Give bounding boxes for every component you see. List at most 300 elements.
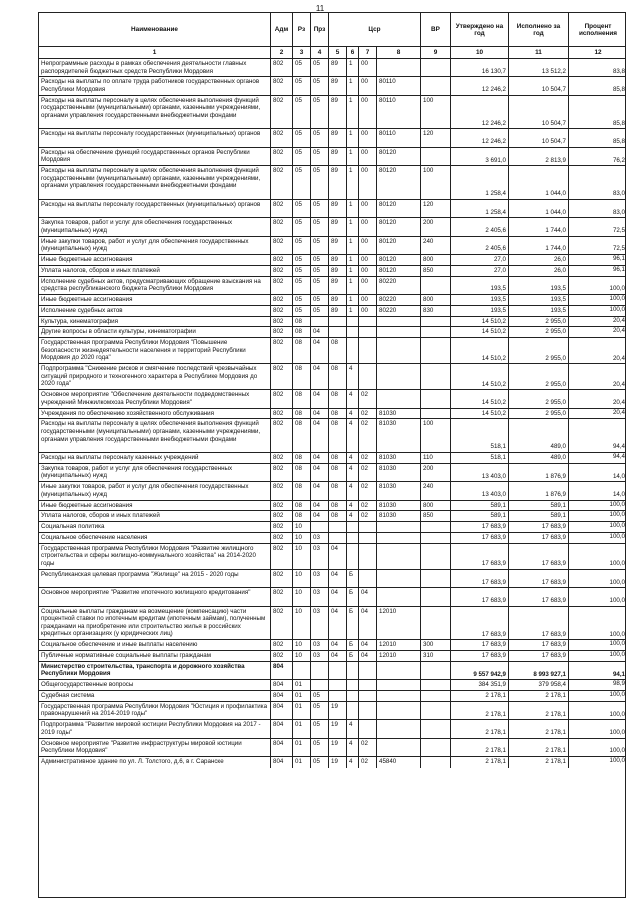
- cell-approved: 384 351,9: [451, 680, 509, 690]
- cell-c8: 80120: [377, 266, 421, 276]
- column-number: 10: [451, 47, 509, 59]
- cell-adm: 802: [271, 277, 293, 294]
- cell-c7: 02: [359, 482, 377, 499]
- cell-c8: 12010: [377, 640, 421, 650]
- table-row: [39, 544, 625, 570]
- cell-c6: 1: [347, 255, 359, 265]
- cell-prz: 04: [311, 464, 329, 481]
- cell-prz: 05: [311, 200, 329, 217]
- cell-c8: 80110: [377, 129, 421, 146]
- cell-adm: 802: [271, 77, 293, 94]
- cell-c8: 81030: [377, 453, 421, 463]
- cell-prz: 03: [311, 607, 329, 640]
- cell-adm: 804: [271, 680, 293, 690]
- cell-name: Расходы на выплаты персоналу в целях обеспечения выполнения функций государственными (муниципальными) органами, казенными учреждениями, органами управления государственными внебюджетными фондами: [39, 96, 271, 129]
- column-number: 6: [347, 47, 359, 59]
- cell-prz: 05: [311, 96, 329, 129]
- table-row: [39, 522, 625, 533]
- cell-vr: 300: [421, 640, 451, 650]
- cell-rz: 05: [293, 266, 311, 276]
- cell-approved: 518,1: [451, 453, 509, 463]
- cell-name: Социальные выплаты гражданам на возмещение (компенсацию) части процентной ставки по ипотечным кредитам (ипотечным займам), полученным гражданами на приобретение или строительство жилья в российских кредитных организациях (у юридических лиц): [39, 607, 271, 640]
- cell-prz: 04: [311, 511, 329, 521]
- cell-c7: 00: [359, 218, 377, 235]
- cell-executed: 17 683,9: [509, 544, 569, 569]
- cell-vr: [421, 522, 451, 532]
- cell-c6: 1: [347, 200, 359, 217]
- cell-c5: 89: [329, 237, 347, 254]
- table-row: [39, 338, 625, 364]
- cell-prz: 05: [311, 166, 329, 199]
- table-row: [39, 409, 625, 420]
- column-number: 4: [311, 47, 329, 59]
- cell-executed: 10 504,7: [509, 96, 569, 129]
- cell-executed: 2 178,1: [509, 702, 569, 719]
- cell-prz: 05: [311, 266, 329, 276]
- cell-approved: 2 405,6: [451, 218, 509, 235]
- cell-pct: 20,4: [612, 327, 625, 335]
- cell-c8: [377, 680, 421, 690]
- column-number: 7: [359, 47, 377, 59]
- cell-executed: 1 044,0: [509, 200, 569, 217]
- cell-pct: 100,0: [609, 511, 625, 519]
- cell-rz: 01: [293, 680, 311, 690]
- cell-approved: 16 130,7: [451, 59, 509, 76]
- cell-c6: Б: [347, 607, 359, 640]
- cell-prz: [311, 317, 329, 327]
- cell-approved: 193,5: [451, 306, 509, 316]
- cell-c8: [377, 588, 421, 605]
- cell-approved: 17 683,9: [451, 570, 509, 587]
- table-row: [39, 511, 625, 522]
- cell-vr: 120: [421, 200, 451, 217]
- cell-c5: 08: [329, 511, 347, 521]
- table-row: [39, 662, 625, 680]
- cell-prz: 05: [311, 218, 329, 235]
- table-row: [39, 570, 625, 588]
- cell-c5: 89: [329, 277, 347, 294]
- cell-executed: 2 955,0: [509, 327, 569, 337]
- table-row: [39, 651, 625, 662]
- cell-c5: 08: [329, 338, 347, 363]
- cell-approved: 17 683,9: [451, 607, 509, 640]
- table-row: [39, 588, 625, 606]
- cell-c6: 4: [347, 464, 359, 481]
- cell-executed: 26,0: [509, 266, 569, 276]
- cell-c6: 1: [347, 218, 359, 235]
- cell-prz: 05: [311, 720, 329, 737]
- cell-c5: 19: [329, 702, 347, 719]
- cell-approved: 27,0: [451, 266, 509, 276]
- cell-pct: 20,4: [612, 316, 625, 324]
- cell-approved: 2 178,1: [451, 720, 509, 737]
- cell-executed: 2 955,0: [509, 390, 569, 407]
- cell-c7: [359, 544, 377, 569]
- cell-adm: 802: [271, 166, 293, 199]
- cell-rz: 10: [293, 544, 311, 569]
- cell-vr: 850: [421, 511, 451, 521]
- cell-c6: 1: [347, 96, 359, 129]
- cell-executed: 2 178,1: [509, 739, 569, 756]
- cell-vr: [421, 680, 451, 690]
- cell-executed: 10 504,7: [509, 129, 569, 146]
- cell-c5: 89: [329, 96, 347, 129]
- cell-vr: [421, 570, 451, 587]
- cell-vr: [421, 691, 451, 701]
- cell-rz: 10: [293, 533, 311, 543]
- cell-pct: 20,4: [612, 380, 625, 388]
- cell-executed: 2 813,9: [509, 148, 569, 165]
- table-row: [39, 306, 625, 317]
- table-row: [39, 317, 625, 328]
- cell-pct: 100,0: [609, 640, 625, 648]
- cell-c8: 80120: [377, 200, 421, 217]
- cell-c8: [377, 691, 421, 701]
- cell-prz: 04: [311, 419, 329, 452]
- cell-pct: 100,0: [609, 630, 625, 638]
- cell-adm: 804: [271, 691, 293, 701]
- cell-c7: 02: [359, 419, 377, 452]
- cell-c8: [377, 739, 421, 756]
- cell-approved: 14 510,2: [451, 390, 509, 407]
- table-row: [39, 739, 625, 757]
- cell-c6: Б: [347, 570, 359, 587]
- cell-c6: 4: [347, 482, 359, 499]
- cell-pct: 100,0: [609, 651, 625, 658]
- cell-adm: 802: [271, 390, 293, 407]
- table-row: [39, 419, 625, 453]
- cell-pct: 14,0: [612, 490, 625, 498]
- cell-c7: [359, 364, 377, 389]
- cell-rz: 05: [293, 59, 311, 76]
- cell-c8: [377, 338, 421, 363]
- table-row: [39, 501, 625, 512]
- cell-c5: [329, 533, 347, 543]
- cell-prz: 05: [311, 295, 329, 305]
- cell-c5: [329, 522, 347, 532]
- cell-name: Расходы на выплаты по оплате труда работников государственных органов Республики Мордовия: [39, 77, 271, 94]
- cell-name: Учреждения по обеспечению хозяйственного обслуживания: [39, 409, 271, 419]
- cell-adm: 802: [271, 533, 293, 543]
- cell-c8: 81030: [377, 464, 421, 481]
- column-number: 3: [293, 47, 311, 59]
- cell-c6: 4: [347, 390, 359, 407]
- table-row: [39, 533, 625, 544]
- cell-c6: [347, 680, 359, 690]
- column-number: 5: [329, 47, 347, 59]
- cell-name: Социальная политика: [39, 522, 271, 532]
- cell-prz: 03: [311, 588, 329, 605]
- cell-executed: 17 683,9: [509, 533, 569, 543]
- cell-pct: 14,0: [612, 472, 625, 480]
- cell-c6: 1: [347, 266, 359, 276]
- cell-vr: 110: [421, 453, 451, 463]
- cell-pct: 100,0: [609, 500, 625, 508]
- cell-name: Иные бюджетные ассигнования: [39, 295, 271, 305]
- cell-c7: 00: [359, 277, 377, 294]
- table-row: [39, 640, 625, 651]
- cell-prz: 05: [311, 148, 329, 165]
- cell-prz: 05: [311, 691, 329, 701]
- cell-c5: 08: [329, 419, 347, 452]
- cell-c6: [347, 662, 359, 679]
- cell-pct: 100,0: [609, 747, 625, 755]
- cell-executed: 2 178,1: [509, 720, 569, 737]
- cell-executed: 193,5: [509, 295, 569, 305]
- cell-rz: 10: [293, 607, 311, 640]
- cell-rz: 05: [293, 237, 311, 254]
- cell-adm: 802: [271, 59, 293, 76]
- cell-vr: 240: [421, 482, 451, 499]
- cell-c7: [359, 720, 377, 737]
- cell-c5: [329, 317, 347, 327]
- cell-executed: 2 955,0: [509, 317, 569, 327]
- cell-c8: [377, 390, 421, 407]
- cell-c7: [359, 662, 377, 679]
- cell-name: Административное здание по ул. Л. Толстого, д.6, в г. Саранске: [39, 757, 271, 768]
- cell-executed: 17 683,9: [509, 651, 569, 661]
- cell-prz: 03: [311, 570, 329, 587]
- cell-name: Расходы на выплаты персоналу казенных учреждений: [39, 453, 271, 463]
- header-name: Наименование: [39, 13, 271, 47]
- cell-approved: 17 683,9: [451, 588, 509, 605]
- table-row: [39, 129, 625, 147]
- cell-c6: Б: [347, 640, 359, 650]
- cell-executed: 17 683,9: [509, 522, 569, 532]
- cell-vr: [421, 390, 451, 407]
- cell-adm: 802: [271, 129, 293, 146]
- table-row: [39, 607, 625, 641]
- cell-c5: 89: [329, 77, 347, 94]
- cell-pct: 100,0: [609, 728, 625, 736]
- cell-prz: 05: [311, 739, 329, 756]
- cell-c5: 89: [329, 295, 347, 305]
- cell-pct: 83,8: [612, 67, 625, 75]
- cell-c6: Б: [347, 651, 359, 661]
- cell-pct: 83,0: [612, 208, 625, 216]
- cell-prz: 05: [311, 757, 329, 768]
- cell-vr: [421, 59, 451, 76]
- cell-adm: 802: [271, 237, 293, 254]
- cell-pct: 100,0: [609, 533, 625, 540]
- cell-name: Основное мероприятие "Развитие инфраструктуры мировой юстиции Республики Мордовия": [39, 739, 271, 756]
- cell-c8: [377, 544, 421, 569]
- cell-pct: 100,0: [609, 691, 625, 698]
- cell-vr: [421, 327, 451, 337]
- cell-name: Иные закупки товаров, работ и услуг для обеспечения государственных (муниципальных) нужд: [39, 237, 271, 254]
- cell-pct: 83,0: [612, 190, 625, 198]
- table-row: [39, 148, 625, 166]
- table-body: [39, 59, 625, 897]
- cell-adm: 802: [271, 464, 293, 481]
- cell-executed: 489,0: [509, 419, 569, 452]
- cell-rz: 08: [293, 317, 311, 327]
- cell-adm: 802: [271, 511, 293, 521]
- cell-adm: 802: [271, 218, 293, 235]
- cell-c8: 80220: [377, 277, 421, 294]
- cell-c7: [359, 702, 377, 719]
- cell-c6: 1: [347, 295, 359, 305]
- cell-approved: 1 258,4: [451, 166, 509, 199]
- cell-pct: 20,4: [612, 398, 625, 406]
- cell-c5: 08: [329, 501, 347, 511]
- cell-approved: 589,1: [451, 511, 509, 521]
- cell-name: Основное мероприятие "Развитие ипотечного жилищного кредитования": [39, 588, 271, 605]
- table-row: [39, 266, 625, 277]
- cell-name: Судебная система: [39, 691, 271, 701]
- cell-approved: 17 683,9: [451, 544, 509, 569]
- cell-executed: 589,1: [509, 511, 569, 521]
- cell-c7: 04: [359, 640, 377, 650]
- cell-c8: [377, 570, 421, 587]
- cell-pct: 20,4: [612, 354, 625, 362]
- column-number: 11: [509, 47, 569, 59]
- table-row: [39, 702, 625, 720]
- cell-c6: [347, 338, 359, 363]
- cell-prz: 03: [311, 651, 329, 661]
- cell-vr: 100: [421, 96, 451, 129]
- cell-rz: 05: [293, 200, 311, 217]
- cell-c8: 12010: [377, 607, 421, 640]
- cell-approved: 14 510,2: [451, 338, 509, 363]
- cell-vr: [421, 77, 451, 94]
- table-row: [39, 453, 625, 464]
- cell-name: Расходы на выплаты персоналу в целях обеспечения выполнения функций государственными (муниципальными) органами, казенными учреждениями, органами управления государственными внебюджетными фондами: [39, 166, 271, 199]
- cell-rz: 05: [293, 218, 311, 235]
- cell-c6: 4: [347, 739, 359, 756]
- cell-name: Иные бюджетные ассигнования: [39, 255, 271, 265]
- cell-approved: 12 246,2: [451, 129, 509, 146]
- cell-rz: 10: [293, 651, 311, 661]
- cell-executed: 1 044,0: [509, 166, 569, 199]
- cell-c7: 00: [359, 77, 377, 94]
- cell-pct: 94,1: [612, 670, 625, 678]
- cell-c6: 1: [347, 306, 359, 316]
- table-row: [39, 218, 625, 236]
- table-row: [39, 757, 625, 768]
- cell-approved: 518,1: [451, 419, 509, 452]
- cell-c6: 4: [347, 511, 359, 521]
- cell-adm: 802: [271, 255, 293, 265]
- cell-approved: 17 683,9: [451, 522, 509, 532]
- cell-prz: 05: [311, 255, 329, 265]
- cell-prz: 05: [311, 306, 329, 316]
- cell-adm: 804: [271, 739, 293, 756]
- cell-pct: 100,0: [609, 305, 625, 313]
- cell-c5: 89: [329, 200, 347, 217]
- cell-c6: 1: [347, 166, 359, 199]
- cell-name: Подпрограмма "Развитие мировой юстиции Республики Мордовия на 2017 - 2019 годы": [39, 720, 271, 737]
- cell-rz: 08: [293, 327, 311, 337]
- cell-name: Государственная программа Республики Мордовия "Развитие жилищного строительства и сферы жилищно-коммунального хозяйства" на 2014-2020 годы: [39, 544, 271, 569]
- cell-name: Расходы на выплаты персоналу государственных (муниципальных) органов: [39, 129, 271, 146]
- cell-prz: 05: [311, 77, 329, 94]
- cell-adm: 802: [271, 338, 293, 363]
- cell-name: Республиканская целевая программа "Жилище" на 2015 - 2020 годы: [39, 570, 271, 587]
- cell-c5: 89: [329, 148, 347, 165]
- cell-pct: 94,4: [612, 453, 625, 460]
- cell-prz: 03: [311, 544, 329, 569]
- cell-c5: 08: [329, 409, 347, 419]
- cell-name: Уплата налогов, сборов и иных платежей: [39, 511, 271, 521]
- cell-executed: 193,5: [509, 306, 569, 316]
- cell-rz: 08: [293, 453, 311, 463]
- cell-vr: [421, 338, 451, 363]
- cell-c5: 19: [329, 739, 347, 756]
- cell-vr: [421, 148, 451, 165]
- cell-c7: [359, 691, 377, 701]
- cell-executed: 379 958,4: [509, 680, 569, 690]
- table-row: [39, 200, 625, 218]
- cell-vr: [421, 533, 451, 543]
- cell-c5: [329, 680, 347, 690]
- cell-pct: 100,0: [609, 578, 625, 586]
- cell-approved: 14 510,2: [451, 364, 509, 389]
- cell-name: Общегосударственные вопросы: [39, 680, 271, 690]
- cell-adm: 802: [271, 419, 293, 452]
- cell-c5: 19: [329, 757, 347, 768]
- cell-c7: 00: [359, 148, 377, 165]
- cell-c7: 02: [359, 501, 377, 511]
- table-row: [39, 390, 625, 408]
- cell-c7: [359, 522, 377, 532]
- cell-adm: 802: [271, 544, 293, 569]
- cell-rz: 10: [293, 588, 311, 605]
- cell-rz: 01: [293, 739, 311, 756]
- table-row: [39, 327, 625, 338]
- cell-rz: 08: [293, 464, 311, 481]
- cell-prz: 05: [311, 59, 329, 76]
- cell-prz: 03: [311, 640, 329, 650]
- cell-c7: [359, 317, 377, 327]
- cell-c8: 80120: [377, 255, 421, 265]
- table-row: [39, 166, 625, 200]
- header-adm: Адм: [271, 13, 293, 47]
- cell-c6: 1: [347, 148, 359, 165]
- cell-vr: 830: [421, 306, 451, 316]
- cell-c8: 80120: [377, 166, 421, 199]
- cell-rz: 08: [293, 390, 311, 407]
- cell-c5: 04: [329, 640, 347, 650]
- cell-c6: [347, 691, 359, 701]
- cell-rz: 01: [293, 702, 311, 719]
- cell-c6: 1: [347, 77, 359, 94]
- cell-executed: 1 876,9: [509, 482, 569, 499]
- cell-c6: [347, 522, 359, 532]
- cell-c8: [377, 327, 421, 337]
- column-number: 2: [271, 47, 293, 59]
- table-row: [39, 295, 625, 306]
- cell-adm: 802: [271, 295, 293, 305]
- cell-pct: 85,8: [612, 138, 625, 146]
- cell-c8: [377, 720, 421, 737]
- cell-approved: 2 178,1: [451, 691, 509, 701]
- cell-prz: 04: [311, 409, 329, 419]
- cell-c8: 81030: [377, 482, 421, 499]
- column-number: 8: [377, 47, 421, 59]
- cell-vr: [421, 702, 451, 719]
- table-row: [39, 77, 625, 95]
- cell-rz: 08: [293, 511, 311, 521]
- cell-c8: 81030: [377, 409, 421, 419]
- cell-c6: 4: [347, 720, 359, 737]
- cell-vr: 240: [421, 237, 451, 254]
- table-row: [39, 277, 625, 295]
- cell-prz: 04: [311, 327, 329, 337]
- cell-rz: 01: [293, 691, 311, 701]
- cell-name: Закупка товаров, работ и услуг для обеспечения государственных (муниципальных) нужд: [39, 464, 271, 481]
- cell-executed: 2 955,0: [509, 364, 569, 389]
